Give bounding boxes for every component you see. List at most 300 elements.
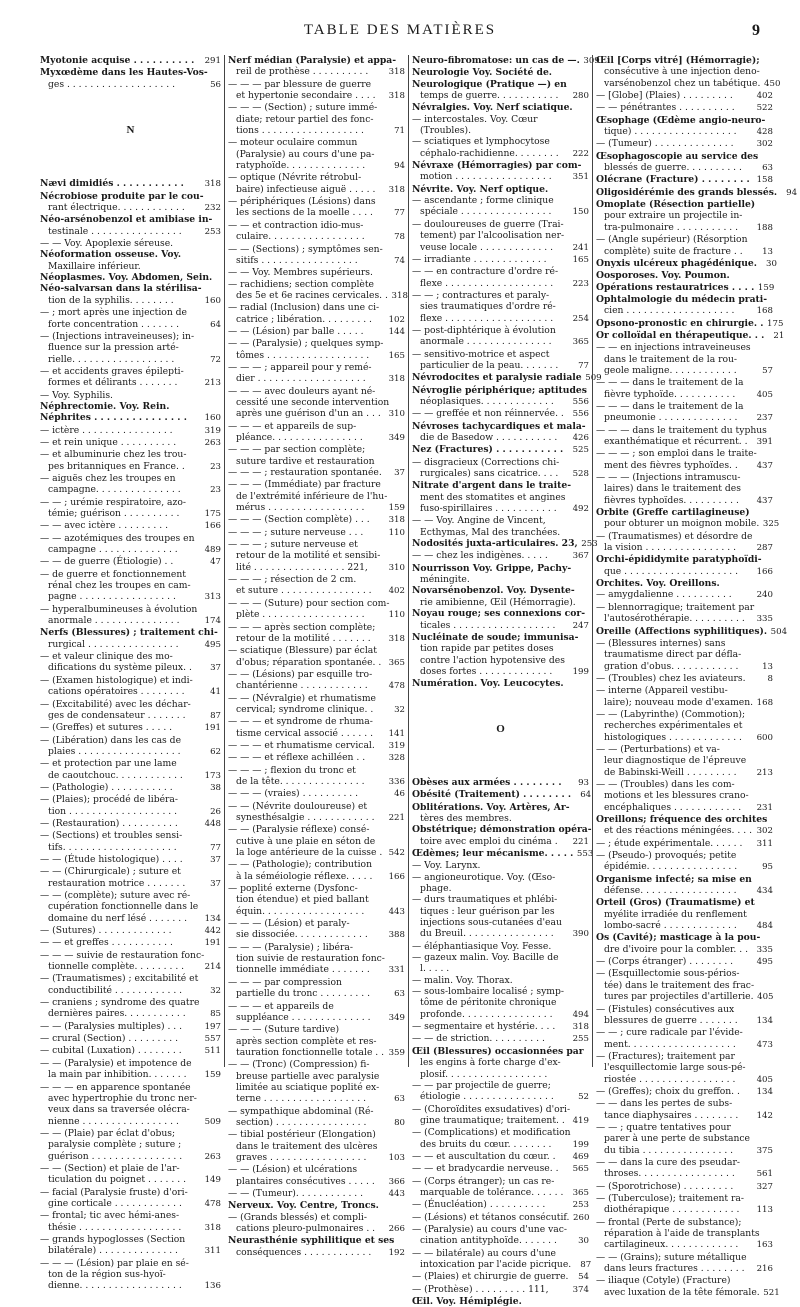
entry-page: 166 — [204, 521, 221, 532]
index-column-4 — [592, 55, 798, 1298]
entry-text: Ecthymas, Mal des tranchées. — [420, 526, 561, 538]
entry-text: — — de guerre (Étiologie) . . — [40, 556, 174, 568]
entry-page: 159 — [204, 1070, 221, 1081]
entry-text: — — de striction. . . . . . . . . . — [412, 1033, 545, 1045]
entry-page: 47 — [210, 557, 221, 568]
entry-page: 522 — [756, 103, 773, 114]
index-entry — [228, 1082, 405, 1093]
entry-text: — — (Plaie) par éclat d'obus; — [40, 1127, 176, 1139]
index-entry — [412, 585, 589, 596]
entry-text: témie; guérison . . . . . . . . . . — [48, 508, 180, 519]
entry-text: — (Plaies); procédé de libéra- — [40, 794, 179, 806]
entry-text: — douloureuses de guerre (Trai- — [412, 218, 564, 230]
index-entry — [40, 1033, 221, 1045]
entry-page: 237 — [756, 413, 773, 424]
index-entry — [412, 102, 589, 113]
index-entry — [40, 735, 221, 746]
index-column-2 — [224, 55, 408, 1258]
index-entry — [228, 859, 405, 870]
entry-text: forte concentration . . . . . . . — [48, 318, 179, 330]
index-entry — [228, 1188, 405, 1200]
index-entry — [596, 1004, 773, 1015]
index-entry — [228, 397, 405, 408]
index-entry — [40, 1280, 221, 1292]
index-entry — [40, 261, 221, 272]
entry-text: — — — (Section) ; suture immé- — [228, 102, 378, 114]
index-entry — [596, 342, 773, 353]
index-entry — [596, 589, 773, 601]
entry-text: recherches expérimentales et — [604, 720, 743, 732]
entry-text: — — ; urémie respiratoire, azo- — [40, 496, 187, 508]
entry-text: tifs. . . . . . . . . . . . . . . . . . . . — [48, 841, 177, 853]
index-entry — [596, 1239, 773, 1251]
index-entry — [596, 389, 773, 401]
entry-text: — — (Lésion) et ulcérations — [228, 1164, 358, 1176]
entry-text: — — (Tumeur). . . . . . . . . . . . — [228, 1188, 364, 1199]
entry-page: 95 — [762, 862, 773, 873]
entry-text: Œil (Blessures) occasionnées par — [412, 1045, 584, 1057]
entry-text: pneumonie . . . . . . . . . . . . . . — [604, 412, 738, 424]
entry-text: rant électrique. . . . . . . . . . . . — [48, 202, 185, 214]
entry-page: 309 — [583, 56, 600, 66]
index-entry — [40, 295, 221, 307]
entry-text: section) . . . . . . . . . . . . . . . . — [236, 1116, 367, 1128]
index-entry — [228, 847, 405, 859]
entry-text: tôme de péritonite chronique — [420, 997, 557, 1009]
entry-page: 134 — [756, 1086, 773, 1097]
entry-text: Nævi dimidiés . . . . . . . . . . . — [40, 178, 184, 190]
entry-page: 336 — [388, 776, 405, 787]
index-entry — [596, 507, 773, 518]
index-entry — [40, 842, 221, 854]
index-entry — [228, 432, 405, 444]
entry-page: 473 — [756, 1039, 773, 1050]
entry-text: Névroses tachycardiques et mala- — [412, 420, 586, 432]
page-header — [40, 22, 760, 44]
index-entry — [412, 55, 600, 67]
index-entry — [596, 554, 773, 565]
entry-text: Ophtalmologie du médecin prati- — [596, 293, 768, 305]
entry-text: défense. . . . . . . . . . . . . . . . . — [604, 885, 737, 897]
entry-page: 318 — [388, 91, 405, 102]
entry-text: — angioneurotique. Voy. (Œso- — [412, 871, 556, 883]
entry-text: guérison . . . . . . . . . . . . . . . . — [48, 1150, 183, 1162]
entry-page: 253 — [572, 1200, 589, 1211]
index-entry — [596, 1027, 773, 1038]
index-entry — [412, 1127, 589, 1138]
index-entry — [228, 716, 405, 727]
index-entry — [412, 444, 589, 456]
entry-text: — — — et appareils de sup- — [228, 420, 357, 432]
entry-text: — et accidents graves épilepti- — [40, 365, 184, 377]
index-entry — [228, 1106, 405, 1117]
index-entry — [596, 838, 773, 850]
entry-text: — — (Paralysie réflexe) consé- — [228, 824, 370, 836]
entry-text: — (Excitabilité) avec les déchar- — [40, 698, 191, 710]
entry-page: 231 — [756, 802, 773, 813]
index-entry — [228, 184, 405, 196]
index-entry — [596, 802, 773, 814]
entry-text: à la séméiologie réflexe. . . . . — [236, 870, 373, 882]
entry-text: équin. . . . . . . . . . . . . . . . . . — [236, 905, 365, 917]
index-entry — [412, 325, 589, 336]
entry-page: 221 — [572, 836, 589, 847]
entry-text: plaies . . . . . . . . . . . . . . . . . . — [48, 745, 181, 757]
entry-text: — — — et réflexe achilléen . . — [228, 752, 366, 764]
index-entry — [596, 542, 773, 554]
entry-text: — (Grands blessés) et compli- — [228, 1211, 367, 1223]
entry-page: 335 — [756, 944, 773, 955]
index-entry — [596, 199, 773, 210]
entry-page: 511 — [204, 1046, 221, 1057]
entry-page: 32 — [394, 704, 405, 715]
index-entry — [412, 997, 589, 1008]
entry-text: et suture . . . . . . . . . . . . . . . . — [236, 585, 372, 597]
index-entry — [412, 1271, 589, 1283]
index-entry — [596, 66, 773, 77]
index-entry — [228, 231, 405, 243]
index-entry — [412, 1199, 589, 1211]
entry-text: laire); nouveau mode d'examen. — [604, 696, 754, 708]
index-entry — [40, 973, 221, 984]
index-entry — [596, 460, 773, 472]
index-entry — [228, 680, 405, 692]
entry-page: 165 — [572, 254, 589, 265]
entry-page: 318 — [391, 290, 408, 301]
index-entry — [412, 349, 589, 360]
entry-text: l'esquillectomie large sous-pé- — [604, 1062, 746, 1074]
index-entry — [228, 539, 405, 550]
index-entry — [40, 67, 221, 78]
entry-text: et hypertonie secondaire . . . . — [236, 90, 376, 102]
index-entry — [40, 913, 221, 925]
index-entry — [596, 661, 773, 673]
entry-page: 528 — [572, 469, 589, 480]
entry-page: 41 — [210, 687, 221, 698]
index-entry — [412, 550, 589, 562]
index-entry — [40, 901, 221, 912]
index-entry — [596, 602, 773, 613]
entry-page: 349 — [388, 1012, 405, 1023]
index-entry — [596, 767, 773, 779]
index-entry — [412, 1104, 589, 1115]
entry-text: — — (Sections) ; symptômes sen- — [228, 243, 383, 255]
entry-text: — — (Névrite douloureuse) et — [228, 800, 368, 812]
index-entry — [596, 317, 784, 330]
entry-text: — (Fistules) consécutives aux — [596, 1003, 735, 1015]
entry-text: — — — par section complète; — [228, 444, 366, 456]
index-entry — [228, 350, 405, 362]
index-entry — [228, 669, 405, 680]
index-entry — [412, 278, 589, 290]
entry-text: — — — par compression — [228, 976, 342, 988]
index-entry — [412, 527, 589, 538]
index-entry — [40, 627, 221, 638]
entry-text: — post-diphtérique à évolution — [412, 324, 556, 336]
index-entry — [40, 806, 221, 818]
index-entry — [596, 932, 773, 943]
entry-text: avec hypertrophie du tronc ner- — [48, 1092, 197, 1104]
index-entry — [596, 294, 773, 305]
index-entry — [228, 609, 405, 621]
entry-text: — — ; contractures et paraly- — [412, 289, 550, 301]
entry-text: — (Énucléation) . . . . . . . . . . — [412, 1199, 546, 1211]
index-entry — [596, 991, 773, 1003]
index-entry — [596, 1133, 773, 1144]
index-entry — [596, 102, 773, 114]
index-entry — [596, 1051, 773, 1062]
entry-text: des bruits du cœur. . . . . . . . — [420, 1138, 552, 1150]
index-entry — [596, 1110, 773, 1122]
index-entry — [40, 1163, 221, 1174]
entry-text: Opsono-pronostic en chirurgie. . — [596, 317, 764, 329]
entry-text: — amygdalienne . . . . . . . . . . — [596, 589, 732, 601]
entry-text: laires) dans le traitement des — [604, 483, 741, 495]
entry-text: étiologie . . . . . . . . . . . . . . . . — [420, 1091, 554, 1103]
entry-text: — — Voy. Angine de Vincent, — [412, 515, 546, 527]
index-entry — [412, 360, 589, 372]
index-entry — [596, 282, 773, 294]
entry-text: myélite irradiée du renflement — [604, 908, 747, 920]
entry-page: 199 — [572, 1139, 589, 1150]
entry-text: Obésité (Traitement) . . . . . . . . — [412, 789, 572, 801]
entry-page: 21 — [773, 330, 785, 341]
entry-text: réparation à l'aide de transplants — [604, 1228, 760, 1240]
entry-page: 254 — [572, 313, 589, 324]
entry-page: 160 — [204, 295, 221, 306]
entry-page: 64 — [580, 790, 592, 801]
entry-text: catrice ; libération. . . . . . . . . — [236, 313, 372, 325]
index-entry — [596, 920, 773, 932]
entry-text: du tibia . . . . . . . . . . . . . . . . — [604, 1144, 734, 1156]
entry-text: cervical; syndrome clinique. . — [236, 703, 374, 715]
entry-text: flexe . . . . . . . . . . . . . . . . . . . — [420, 277, 554, 289]
entry-text: Oreillons; fréquence des orchites — [596, 814, 768, 825]
entry-text: restauration motrice . . . . . . . — [48, 877, 186, 889]
entry-text: Nerveux. Voy. Centre, Troncs. — [228, 1200, 379, 1212]
entry-page: 525 — [572, 445, 589, 456]
index-entry — [228, 977, 405, 988]
index-entry — [412, 468, 589, 480]
entry-text: tique) . . . . . . . . . . . . . . . . . . — [604, 126, 737, 138]
entry-text: — (Prothèse) . . . . . . . . . 111, — [412, 1283, 549, 1295]
index-entry — [412, 906, 589, 917]
entry-text: Névroglie périphérique; aptitudes — [412, 384, 587, 396]
index-entry — [40, 473, 221, 484]
entry-page: 318 — [388, 515, 405, 526]
index-entry — [596, 956, 773, 968]
entry-text: diate; retour partiel des fonc- — [236, 113, 374, 125]
index-entry — [228, 1036, 405, 1047]
entry-page: 136 — [204, 1281, 221, 1292]
entry-text: — — — (Suture tardive) — [228, 1024, 340, 1036]
entry-page: 30 — [766, 258, 777, 269]
entry-text: — et protection par une lame — [40, 758, 177, 770]
entry-page: 159 — [388, 503, 405, 514]
entry-text: — (Greffes) et sutures . . . . . — [40, 722, 173, 734]
entry-text: — irradiante . . . . . . . . . . . . . — [412, 253, 547, 265]
entry-text: de la tête. . . . . . . . . . . . . . . — [236, 775, 365, 787]
index-entry — [228, 740, 405, 752]
entry-text: thésie . . . . . . . . . . . . . . . . . . — [48, 1221, 182, 1233]
entry-page: 173 — [204, 770, 221, 781]
index-entry — [40, 890, 221, 901]
entry-text: ment des stomatites et angines — [420, 491, 566, 503]
entry-page: 142 — [756, 1110, 773, 1121]
entry-text: breuse partielle avec paralysie — [236, 1070, 380, 1082]
entry-text: Omoplate (Résection partielle) — [596, 199, 756, 211]
index-entry — [40, 997, 221, 1008]
index-entry — [40, 651, 221, 662]
index-entry — [228, 1129, 405, 1140]
entry-text: tisme cervical associé . . . . . . — [236, 727, 374, 739]
index-entry — [412, 1046, 589, 1057]
entry-text: Nerfs (Blessures) ; traitement chi- — [40, 627, 218, 639]
entry-page: 74 — [394, 255, 405, 266]
index-entry — [412, 1235, 589, 1247]
index-entry — [412, 952, 589, 963]
index-entry — [596, 495, 773, 507]
index-entry — [596, 518, 780, 530]
entry-text: Orchi-épididymite paratyphoïdi- — [596, 554, 762, 566]
entry-text: dans leurs fractures . . . . . . . . — [604, 1263, 745, 1275]
entry-text: — sensitivo-motrice et aspect — [412, 348, 550, 360]
entry-text: — — et bradycardie nerveuse. . — [412, 1163, 559, 1175]
index-entry — [596, 697, 773, 709]
index-entry — [40, 758, 221, 769]
index-entry — [228, 894, 405, 905]
index-entry — [412, 266, 589, 277]
index-entry — [40, 461, 221, 473]
entry-text: tères des membres. — [420, 812, 512, 824]
index-entry — [228, 479, 405, 490]
entry-text: Nitrate d'argent dans le traite- — [412, 480, 572, 492]
entry-page: 63 — [394, 1094, 405, 1105]
index-entry — [412, 136, 589, 147]
entry-text: — (Traumatismes) ; excitabilité et — [40, 973, 199, 985]
entry-page: 253 — [204, 226, 221, 237]
entry-text: consécutive à une injection deno- — [604, 66, 760, 78]
entry-text: Orteil (Gros) (Traumatisme) et — [596, 897, 755, 909]
entry-page: 521 — [763, 1287, 780, 1298]
entry-text: cien . . . . . . . . . . . . . . . . . . . — [604, 305, 735, 317]
index-entry — [228, 90, 405, 102]
entry-text: — segmentaire et hystérie. . . . — [412, 1021, 556, 1033]
index-entry — [412, 917, 589, 928]
entry-page: 478 — [204, 1198, 221, 1209]
entry-text: lombo-sacré . . . . . . . . . . . . . — [604, 920, 737, 932]
index-entry — [40, 55, 221, 67]
entry-text: toire avec emploi du cinéma . — [420, 835, 558, 847]
entry-page: 443 — [388, 1189, 405, 1199]
entry-text: cessité une seconde intervention — [236, 396, 390, 408]
entry-text: cination antityphoïde. . . . . . . — [420, 1235, 557, 1247]
entry-page: 494 — [572, 1009, 589, 1020]
index-entry — [228, 456, 405, 467]
entry-page: 557 — [204, 1034, 221, 1045]
index-entry — [40, 937, 221, 949]
entry-text: plantaires consécutives . . . . . — [236, 1175, 375, 1187]
index-entry — [228, 788, 405, 800]
entry-text: suture tardive et restauration — [236, 455, 375, 467]
entry-page: 390 — [572, 929, 589, 940]
entry-text: — — (Étude histologique) . . . . — [40, 853, 183, 865]
entry-page: 94 — [786, 187, 798, 198]
index-entry — [40, 390, 221, 401]
index-entry — [40, 1104, 221, 1115]
entry-page: 310 — [388, 409, 405, 420]
index-entry — [228, 55, 405, 66]
entry-text: — — dans les pertes de subs- — [596, 1098, 733, 1110]
index-entry — [412, 872, 589, 883]
index-entry — [412, 941, 589, 952]
entry-text: — (Pathologie) . . . . . . . . . . . — [40, 781, 173, 793]
entry-text: Nécrobiose produite par le cou- — [40, 190, 204, 202]
entry-text: des 5e et 6e racines cervicales. . — [236, 289, 388, 301]
entry-text: — interne (Appareil vestibu- — [596, 685, 728, 697]
index-entry — [596, 1062, 773, 1073]
index-entry — [412, 114, 589, 125]
entry-page: 30 — [578, 1236, 589, 1247]
entry-page: 134 — [204, 913, 221, 924]
entry-page: 391 — [756, 437, 773, 447]
entry-page: 175 — [204, 509, 221, 519]
index-entry — [40, 484, 221, 496]
index-entry — [412, 195, 589, 206]
entry-text: dans le traitement des ulcères — [236, 1140, 378, 1152]
index-entry — [412, 538, 598, 550]
index-entry — [228, 302, 405, 313]
index-entry — [40, 1234, 221, 1245]
entry-text: — poplité externe (Dysfonc- — [228, 883, 358, 895]
index-entry — [40, 249, 221, 260]
entry-text: — grands hypoglosses (Section — [40, 1233, 186, 1245]
entry-page: 63 — [394, 989, 405, 1000]
entry-text: anormale . . . . . . . . . . . . . . . — [48, 615, 180, 627]
entry-page: 443 — [388, 906, 405, 917]
index-entry — [40, 366, 221, 377]
index-entry — [228, 657, 405, 669]
index-entry — [228, 467, 405, 479]
index-entry — [596, 210, 773, 221]
entry-page: 287 — [756, 543, 773, 554]
index-entry — [40, 1210, 221, 1221]
entry-page: 359 — [388, 1047, 405, 1058]
index-entry — [228, 1093, 405, 1105]
entry-page: 13 — [762, 246, 773, 257]
running-title: TABLE DES MATIÈRES — [303, 22, 497, 38]
index-entry — [40, 1008, 221, 1020]
entry-text: gine corticale . . . . . . . . . . . . — [48, 1197, 182, 1209]
entry-text: cartilagineux. . . . . . . . . . . . . — [604, 1239, 739, 1251]
index-entry — [412, 385, 589, 396]
entry-page: 365 — [388, 657, 405, 668]
entry-text: lité . . . . . . . . . . . . . . . . 221, — [236, 561, 368, 573]
entry-page: 331 — [388, 965, 405, 976]
entry-page: 192 — [388, 1247, 405, 1258]
entry-text: Organisme infecté; sa mise en — [596, 873, 752, 885]
entry-page: 388 — [388, 930, 405, 941]
section-letter-o: O — [496, 722, 505, 735]
entry-page: 556 — [572, 409, 589, 420]
entry-page: 542 — [388, 848, 405, 859]
entry-page: 85 — [210, 1009, 221, 1020]
index-entry — [40, 238, 221, 249]
index-entry — [228, 444, 405, 455]
entry-text: riostée . . . . . . . . . . . . . . . . . — [604, 1073, 736, 1085]
entry-text: parer à une perte de substance — [604, 1133, 750, 1145]
entry-text: — frontal (Perte de substance); — [596, 1216, 742, 1228]
